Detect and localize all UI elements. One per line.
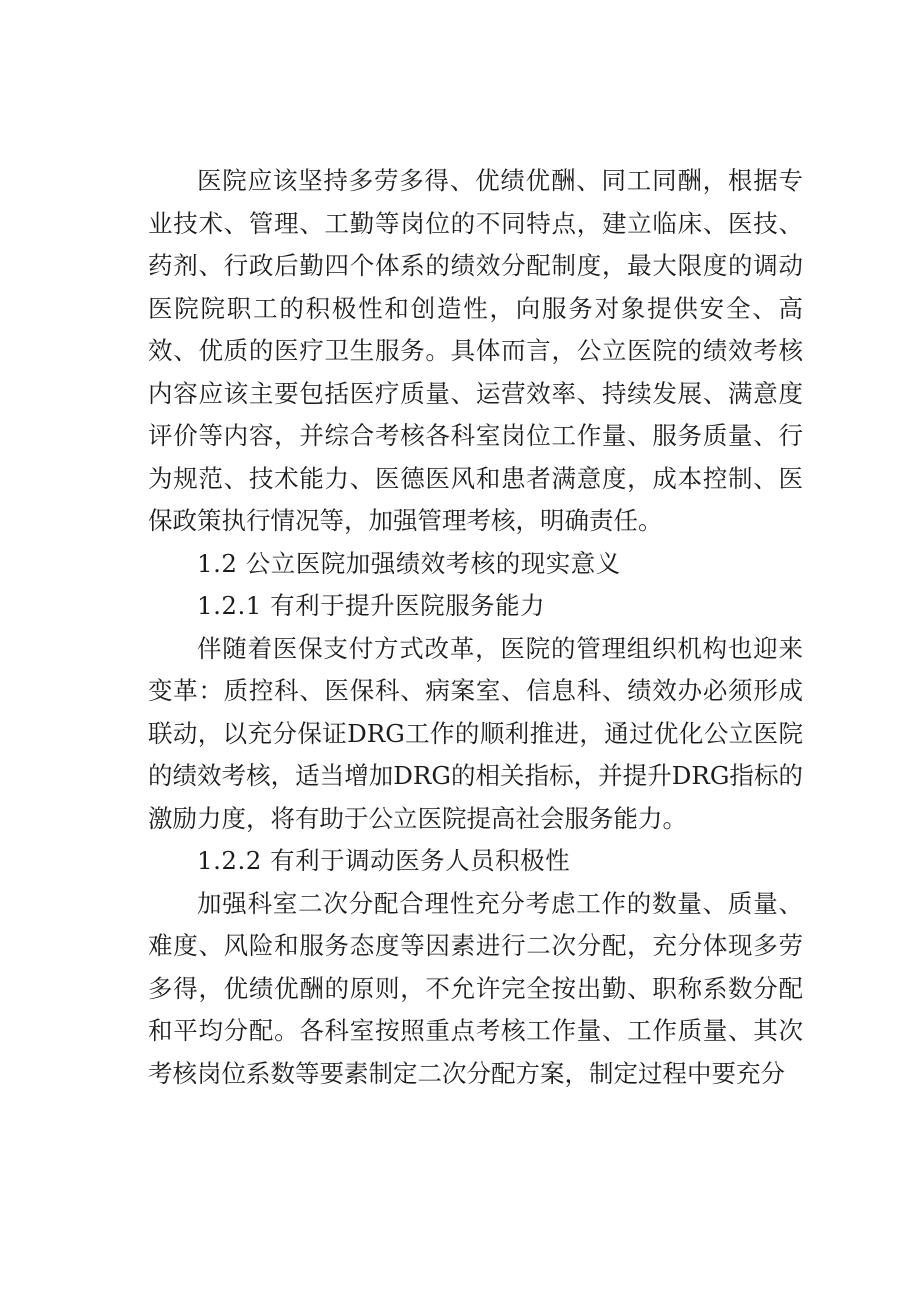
section-heading-1-2-2: 1.2.2 有利于调动医务人员积极性	[197, 846, 571, 875]
paragraph-drg-reform: 伴随着医保支付方式改革，医院的管理组织机构也迎来变革：质控科、医保科、病案室、信息科、绩效办必须形成联动，以充分保证DRG工作的顺利推进，通过优化公立医院的绩效考核，适当增加DRG的相关指标，并提升DRG指标的激励力度，将有助于公立医院提高社会服务能力。	[148, 633, 803, 833]
paragraph-performance-distribution: 医院应该坚持多劳多得、优绩优酬、同工同酬，根据专业技术、管理、工勤等岗位的不同特点，建立临床、医技、药剂、行政后勤四个体系的绩效分配制度，最大限度的调动医院院职工的积极性和创造性，向服务对象提供安全、高效、优质的医疗卫生服务。具体而言，公立医院的绩效考核内容应该主要包括医疗质量、运营效率、持续发展、满意度评价等内容，并综合考核各科室岗位工作量、服务质量、行为规范、技术能力、医德医风和患者满意度，成本控制、医保政策执行情况等，加强管理考核，明确责任。	[148, 166, 803, 535]
document-body	[148, 160, 803, 1095]
section-heading-1-2-1: 1.2.1 有利于提升医院服务能力	[197, 591, 546, 620]
section-heading-1-2: 1.2 公立医院加强绩效考核的现实意义	[197, 548, 621, 578]
paragraph-secondary-distribution: 加强科室二次分配合理性充分考虑工作的数量、质量、难度、风险和服务态度等因素进行二次分配，充分体现多劳多得，优绩优酬的原则，不允许完全按出勤、职称系数分配和平均分配。各科室按照重点考核工作量、工作质量、其次考核岗位系数等要素制定二次分配方案，制定过程中要充分	[148, 888, 803, 1088]
